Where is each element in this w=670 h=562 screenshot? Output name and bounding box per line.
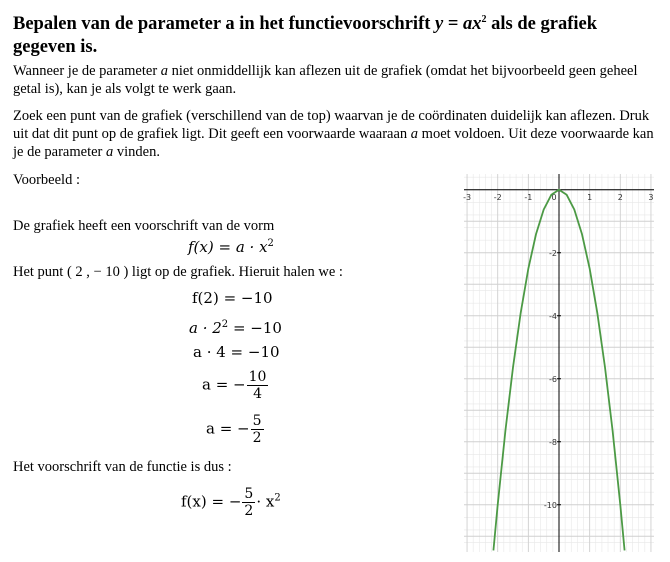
example-label: Voorbeeld : (13, 172, 80, 188)
x-tick-label: 3 (648, 192, 654, 202)
intro-paragraph: Wanneer je de parameter a niet onmiddellijk kan aflezen uit de grafiek (omdat het bijvoorbeeld geen geheel getal is), kan je als volgt te werk gaan. (13, 63, 638, 97)
step-2: $a \cdot 2^2 = -10$ (189, 319, 282, 337)
y-tick-label: -8 (549, 437, 557, 447)
x-tick-label: 1 (587, 192, 593, 202)
final-equation: f(x) = − $\frac{5}{2}$ · $x^2$ (181, 486, 281, 519)
x-tick-label: -1 (524, 192, 533, 202)
y-tick-label: -2 (549, 248, 557, 258)
x-tick-label: 2 (617, 192, 623, 202)
y-tick-label: -10 (543, 500, 557, 510)
step-4: a = − $\frac{10}{4}$ (202, 369, 267, 402)
x-tick-label: -3 (463, 192, 472, 202)
page-title: Bepalen van de parameter a in het functievoorschrift $y = ax^2$ als de grafiek gegeven is. (13, 14, 598, 58)
x-tick-label: 0 (551, 192, 557, 202)
step-1: f(2) = −10 (192, 289, 273, 307)
form-text: De grafiek heeft een voorschrift van de vorm (13, 218, 275, 234)
point-text: Het punt ( 2 , − 10 ) ligt op de grafiek. Hieruit halen we : (13, 264, 343, 280)
step-5: a = − $\frac{5}{2}$ (206, 413, 262, 446)
y-tick-label: -4 (549, 311, 557, 321)
axes (464, 174, 654, 552)
parabola-graph (464, 174, 654, 552)
y-tick-label: -6 (549, 374, 557, 384)
method-paragraph: Zoek een punt van de grafiek (verschillend van de top) waarvan je de coördinaten duidelijk kan aflezen. Druk uit dat dit punt op de grafiek ligt. Dit geeft een voorwaarde waaraan a moet voldoen. Uit deze voorwaarde kan je de parameter a vinden. (13, 108, 654, 160)
x-tick-label: -2 (493, 192, 502, 202)
equation-form: $f(x) = a \cdot x^2$ (188, 238, 274, 256)
conclusion-text: Het voorschrift van de functie is dus : (13, 459, 232, 475)
step-3: a · 4 = −10 (193, 343, 280, 361)
